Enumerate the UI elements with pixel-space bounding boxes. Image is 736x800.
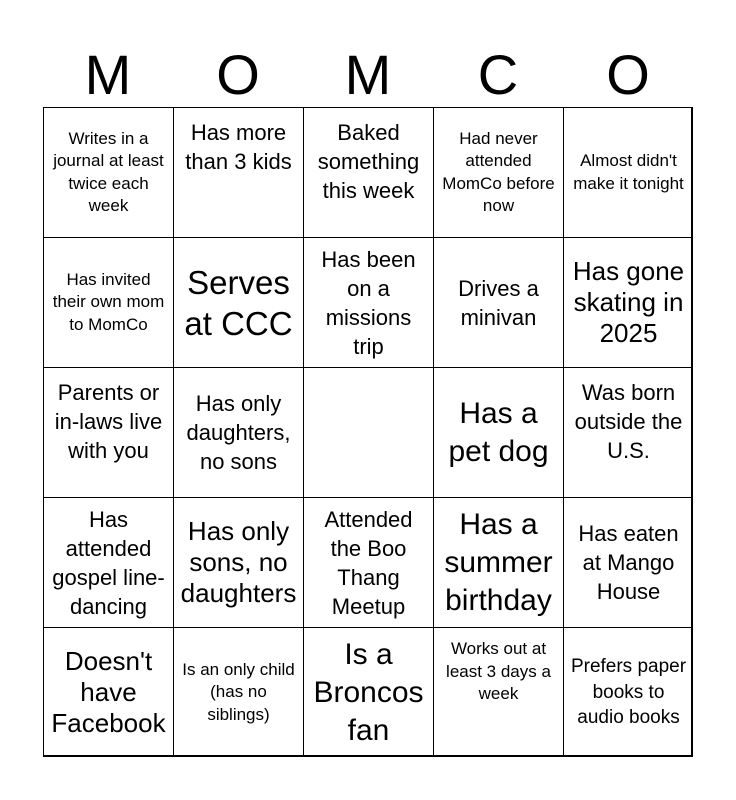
cell-text: Doesn't have Facebook	[51, 646, 166, 738]
bingo-cell[interactable]	[173, 237, 303, 367]
bingo-board	[43, 107, 693, 757]
bingo-header	[43, 42, 693, 108]
bingo-cell[interactable]	[173, 627, 303, 757]
bingo-cell[interactable]	[433, 107, 563, 237]
header-letter-4: C	[477, 43, 519, 106]
cell-text: Works out at least 3 days a week	[446, 639, 551, 703]
bingo-cell[interactable]	[173, 497, 303, 627]
cell-text: Has more than 3 kids	[185, 120, 292, 174]
bingo-cell[interactable]	[173, 107, 303, 237]
cell-text: Was born outside the U.S.	[574, 380, 683, 463]
header-letter-5: O	[606, 43, 650, 106]
bingo-cell[interactable]	[563, 367, 693, 497]
bingo-cell[interactable]	[43, 497, 173, 627]
cell-text: Prefers paper books to audio books	[570, 656, 687, 729]
cell-text: Drives a minivan	[458, 275, 539, 330]
bingo-cell[interactable]	[43, 367, 173, 497]
bingo-cell[interactable]	[43, 627, 173, 757]
cell-text: Baked something this week	[317, 120, 420, 203]
cell-text: Parents or in-laws live with you	[54, 380, 163, 463]
cell-text: Has invited their own mom to MomCo	[52, 269, 165, 334]
cell-text: Has only daughters, no sons	[186, 391, 291, 474]
cell-text: Has gone skating in 2025	[572, 256, 685, 348]
bingo-cell[interactable]	[563, 627, 693, 757]
cell-text: Serves at CCC	[184, 263, 293, 342]
bingo-cell[interactable]	[563, 107, 693, 237]
bingo-cell[interactable]	[303, 497, 433, 627]
cell-text: Is an only child (has no siblings)	[182, 659, 295, 724]
cell-text: Had never attended MomCo before now	[442, 128, 555, 215]
header-letter-3: M	[344, 43, 392, 106]
bingo-cell[interactable]	[303, 107, 433, 237]
bingo-cell[interactable]	[433, 367, 563, 497]
bingo-cell[interactable]	[43, 107, 173, 237]
free-space-cell[interactable]	[303, 367, 433, 497]
bingo-cell[interactable]	[173, 367, 303, 497]
cell-text: Has been on a missions trip	[321, 246, 416, 359]
bingo-cell[interactable]	[433, 237, 563, 367]
bingo-cell[interactable]	[303, 237, 433, 367]
bingo-cell[interactable]	[433, 497, 563, 627]
cell-text: Has only sons, no daughters	[180, 516, 297, 608]
cell-text: Has attended gospel line-dancing	[52, 506, 165, 619]
bingo-cell[interactable]	[303, 627, 433, 757]
bingo-cell[interactable]	[563, 497, 693, 627]
cell-text: Has eaten at Mango House	[578, 521, 679, 604]
bingo-cell[interactable]	[563, 237, 693, 367]
cell-text: Has a summer birthday	[444, 507, 553, 617]
cell-text: Writes in a journal at least twice each week	[53, 128, 164, 215]
cell-text: Is a Broncos fan	[313, 637, 424, 747]
bingo-cell[interactable]	[433, 627, 563, 757]
bingo-cell[interactable]	[43, 237, 173, 367]
cell-text: Attended the Boo Thang Meetup	[324, 506, 413, 619]
cell-text: Has a pet dog	[448, 396, 549, 468]
header-letter-1: M	[84, 43, 132, 106]
header-letter-2: O	[216, 43, 260, 106]
cell-text: Almost didn't make it tonight	[573, 151, 684, 193]
